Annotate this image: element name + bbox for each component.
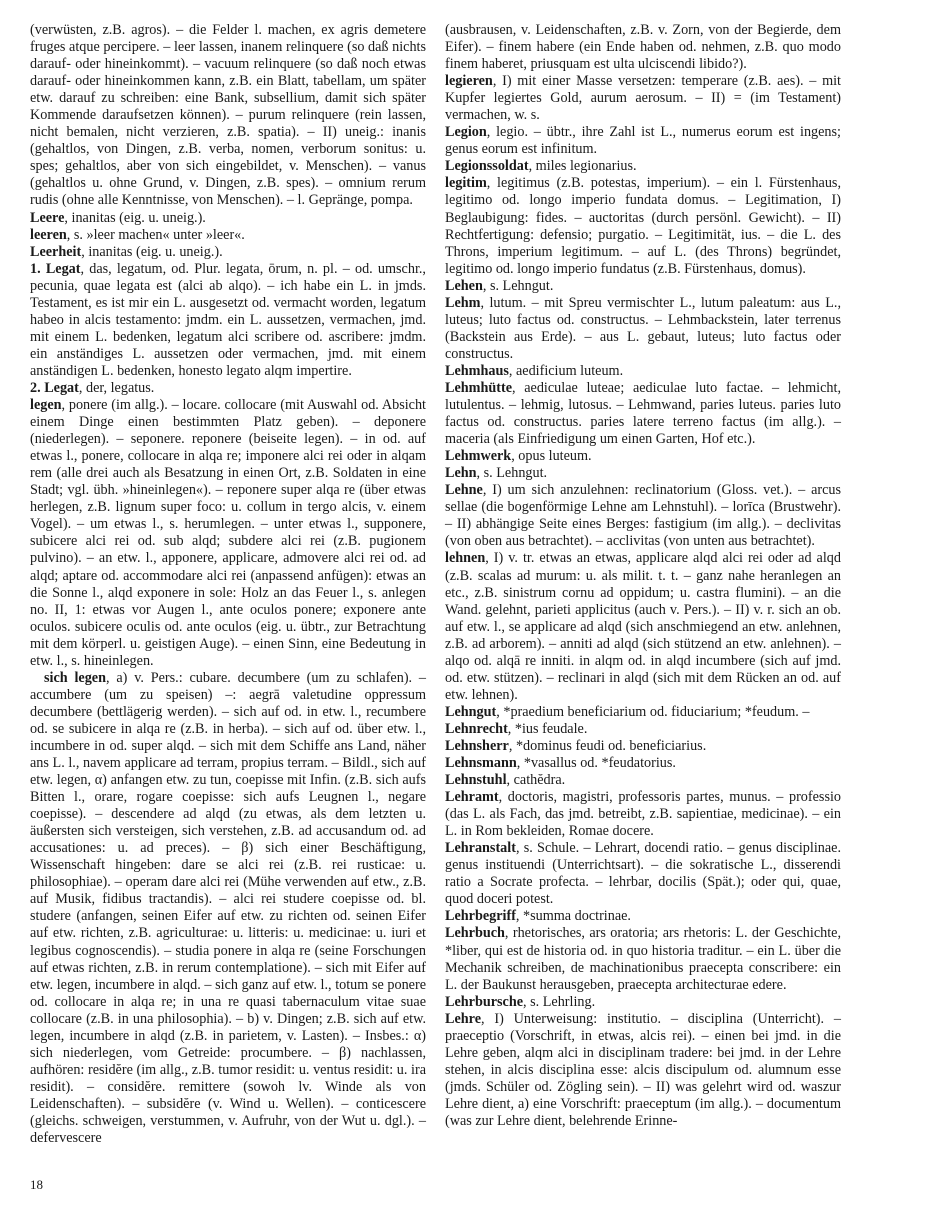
right-column	[445, 22, 841, 1130]
entry-text: , *vasallus od. *feudatorius.	[516, 755, 676, 772]
entry-legieren	[445, 73, 841, 124]
left-column	[30, 22, 426, 1147]
entry-text: , s. Lehngut.	[476, 465, 548, 482]
entry-text: (verwüsten, z.B. agros). – die Felder l. machen, ex agris demetere fruges atque percipere. – leer lassen, inanem relinquere (so daß nichts darauf- oder hineinkommt). – vacuum relinquere (so daß noch etwas darauf- oder hineinkommen kann, z.B. ein Blatt, tabellam, um später etw. darauf zu schreiben: eine Bank, subsellium, damit sich später Kommende daraufsetzen können). – purum relinquere (rein lassen, nicht bemalen, nicht verzieren, z.B. spatia). – II) uneig.: inanis (gehaltlos, von Dingen, z.B. verba, nomen, verborum sonitus: u. spes; gehaltlos, aber von sich eingebildet, v. Menschen). – vanus (gehaltlos u. ohne Grund, v. Dingen, z.B. spes). – omnium rerum rudis (ohne alle Kenntnisse, von Menschen). – l. Gepränge, pompa.	[30, 22, 426, 209]
entry-text: , legio. – übtr., ihre Zahl ist L., numerus eorum est ingens; genus eorum est infinitum.	[445, 124, 841, 158]
entry-text: , *ius feudale.	[507, 720, 588, 737]
entry-text: , I) um sich anzulehnen: reclinatorium (Gloss. vet.). – arcus sellae (die bogenförmige Lehne am Lehnstuhl). – lorīca (Brustwehr). – II) abhängige Seite eines Berges: fastigium (im allg.). – declivitas (von oben aus betrachtet). – acclivitas (von unten aus betrachtet).	[445, 482, 841, 550]
headword: Lehne	[445, 482, 483, 499]
headword: Leere	[30, 209, 65, 226]
entry-text: , aediculae luteae; aediculae luto factae. – lehmicht, lutulentus. – lehmig, lutosus. – Lehmwand, paries luteus. paries luto factus od. constructus. paries latere terreno factus (im allg.). – maceria (als Einfriedigung um einen Garten, Hof etc.).	[445, 379, 841, 448]
entry-text: , doctoris, magistri, professoris partes, munus. – professio (das L. als Fach, das jmd. betreibt, z.B. sapientiae, medicinae). – ein L. in Rom bekleiden, Romae docere.	[445, 789, 841, 840]
entry-lehmwerk	[445, 448, 841, 465]
headword: Lehmhütte	[445, 379, 512, 396]
headword: Lehm	[445, 294, 481, 311]
headword: Lehmhaus	[445, 362, 509, 379]
entry-continuation	[30, 22, 426, 210]
entry-lehrbuch	[445, 925, 841, 993]
headword: legieren	[445, 73, 493, 90]
entry-text: , I) mit einer Masse versetzen: temperare (z.B. aes). – mit Kupfer legiertes Gold, aurum aerosum. – II) = (im Testament) vermachen, w. s.	[445, 73, 841, 124]
entry-lehmhuette	[445, 380, 841, 448]
entry-text: , legitimus (z.B. potestas, imperium). – ein l. Fürstenhaus, legitimo od. longo imperio fundata domus. – Legitimation, I) Beglaubigung: fides. – auctoritas (durch persönl. Gewicht). – II) Rechtfertigung: defensio; purgatio. – Legitimität, ius. – die L. des Throns, imperium legitimum. – auf L. (des Throns) begründet, legitimo od. longo imperio fundatus (z.B. Fürstenhaus, domus).	[445, 175, 841, 277]
entry-text: , s. Lehrling.	[523, 993, 596, 1010]
page-number: 18	[30, 1177, 43, 1192]
entry-lehngut	[445, 704, 841, 721]
entry-text: , s. »leer machen« unter »leer«.	[66, 226, 245, 243]
headword: Lehrbursche	[445, 993, 524, 1010]
entry-lehnrecht	[445, 721, 841, 738]
headword: Lehnsherr	[445, 737, 509, 754]
entry-text: , s. Lehngut.	[482, 277, 554, 294]
entry-lehnsherr	[445, 738, 841, 755]
entry-text: , inanitas (eig. u. uneig.).	[81, 243, 223, 260]
entry-sich-legen	[30, 670, 426, 1147]
entry-text: , *summa doctrinae.	[515, 908, 631, 925]
entry-text: , s. Schule. – Lehrart, docendi ratio. – genus disciplinae. genus instituendi (Unterrichtsart). – die sokratische L., disserendi ratio a Socrate profecta. – lehrbar, docilis (Spät.); oder qui, quae, quod doceri potest.	[445, 840, 841, 908]
entry-lehne	[445, 482, 841, 550]
headword: Legion	[445, 124, 487, 141]
headword: Lehnrecht	[445, 720, 508, 737]
entry-leeren	[30, 227, 426, 244]
entry-lehre	[445, 1011, 841, 1130]
entry-legionssoldat	[445, 158, 841, 175]
headword: sich legen	[44, 669, 106, 686]
entry-lehrbegriff	[445, 908, 841, 925]
headword: Lehen	[445, 277, 483, 294]
entry-lehnen	[445, 550, 841, 703]
entry-text: , *praedium beneficiarium od. fiduciarium; *feudum. –	[496, 703, 810, 720]
headword: Lehn	[445, 465, 477, 482]
headword: 2. Legat	[30, 379, 79, 396]
headword: Lehramt	[445, 789, 499, 806]
entry-text: , a) v. Pers.: cubare. decumbere (um zu schlafen). – accumbere (um zu speisen) –: aegrā valetudine oppressum decumbere (bettlägerig werden). – sich auf od. in etw. l., recumbere od. se subicere in alqa re (z.B. in herba). – sich auf od. über etw. l., incumbere in od. super alqd. – sich mit dem Schiffe ans Land, näher ans L. l., navem applicare ad terram, propius terram. – Bildl., sich auf etw. legen, α) anfangen etw. zu tun, coepisse mit Infin. (z.B. sich aufs Bitten l., orare, rogare coepisse: sich aufs Leugnen l., negare coepisse). – descendere ad alqd (zu etwas, als dem letzten u. äußersten sich versteigen, sich verstehen, z.B. ad accusandum od. ad accusationes: u. ad preces). – β) sich einer Beschäftigung, Wissenschaft hingeben: dare se alci rei (z.B. rei rusticae: u. philosophiae). – operam dare alci rei (Mühe verwenden auf etw., z.B. auf Musik, fidibus tractandis). – alci rei studere coepisse od. bl. studere (anfangen, seinen Eifer auf etw. zu richten od. seinen Eifer auf etw. richten, z.B. agriculturae: u. litteris: u. medicinae: u. iuri et legibus cognoscendis). – studia ponere in alqa re (seine Forschungen auf etwas richten, z.B. in rerum contemplatione). – sich mit Eifer auf etw. legen, incumbere in alqd. – sich ganz auf etw. l., totum se ponere od. collocare in alqa re; in una re quasi tabernaculum vitae suae collocare (z.B. in una philosophia). – b) v. Dingen; z.B. sich auf etw. legen, incumbere in alqd (z.B. in parietem, v. Lasten). – Insbes.: α) sich niederlegen, vom Getreide: procumbere. – β) nachlassen, aufhören: residĕre (im allg., z.B. tumor residit: u. ventus residit: u. ira residit). – considĕre. remittere (sowoh lv. Winde als von Leidenschaften). – subsidĕre (v. Wind u. Wellen). – conticescere (gleichs. schweigen, verstummen, v. Aufruhr, von der Wut u. dgl.). – defervescere	[30, 669, 427, 1147]
entry-text: , ponere (im allg.). – locare. collocare (mit Auswahl od. Absicht einem Dinge einen bestimmten Platz geben). – deponere (niederlegen). – seponere. reponere (beiseite legen). – in od. auf etwas l., ponere, collocare in alqa re; imponere alci rei oder in alqam rem (alle drei auch als Besatzung in einen Ort, z.B. Soldaten in eine Stadt; vgl. übh. »hineinlegen«). – reponere super alqa re (über etwas herlegen, z.B. lignum super foco: u. collum in tergo alcis, v. einem Vogel). – um etwas l., s. herumlegen. – unter etwas l., supponere, subicere alci rei od. sub alqd; subdere alci rei (z.B. pugionem pulvino). – an etw. l., apponere, applicare, admovere alci rei od. ad alqd; aptare od. accommodare alci rei (anpassend anfügen): etwas an die Sonne l., alqd exponere in sole: Holz an das Feuer l., s. anlegen no. II, 1: etwas vor Augen l., ante oculos ponere; exponere ante oculos. subicere oculis od. ante oculos (eig. u. übtr., zur Betrachtung mit dem körperl. u. geistigen Auge). – einen Sinn, eine Bedeutung in etw. l., s. hineinlegen.	[30, 397, 426, 669]
headword: Lehranstalt	[445, 840, 516, 857]
entry-text: , *dominus feudi od. beneficiarius.	[508, 737, 707, 754]
entry-lehranstalt	[445, 840, 841, 908]
entry-text: (ausbrausen, v. Leidenschaften, z.B. v. Zorn, von der Begierde, dem Eifer). – finem habere (ein Ende haben od. nehmen, z.B. quo modo finem haberet, priusquam est ulta ulciscendi libido?).	[445, 22, 841, 73]
headword: Legionssoldat	[445, 158, 529, 175]
headword: 1. Legat	[30, 260, 81, 277]
entry-text: , lutum. – mit Spreu vermischter L., lutum paleatum: aus L., luteus; luto factus od. constructus. – Lehmbackstein, later terrenus (Backstein aus Erde). – aus L. gebaut, luteus; luto factus oder constructus.	[445, 294, 841, 362]
entry-legion	[445, 124, 841, 158]
entry-leerheit	[30, 244, 426, 261]
entry-legitim	[445, 175, 841, 277]
entry-text: , inanitas (eig. u. uneig.).	[64, 209, 206, 226]
entry-text: , das, legatum, od. Plur. legata, ōrum, n. pl. – od. umschr., pecunia, quae legata est (alci ab alqo). – ich habe ein L. in jmds. Testament, es ist mir ein L. ausgesetzt od. vermacht worden, legatum habeo in alcis testamento: jmdm. ein L. aussetzen, vermachen, jmd. mit einem L. bedenken, legatum alci scribere od. ascribere: jmdm. ein anständiges L. aussetzen oder vermachen, jmd. mit einem anständigen L. bedenken, honesto legato alqm impertire.	[30, 260, 426, 379]
headword: Lehrbuch	[445, 925, 505, 942]
headword: legen	[30, 397, 62, 414]
entry-leere	[30, 210, 426, 227]
entry-lehen	[445, 278, 841, 295]
headword: legitim	[445, 175, 487, 192]
entry-text: , der, legatus.	[78, 379, 155, 396]
entry-lehramt	[445, 789, 841, 840]
entry-text: , aedificium luteum.	[508, 362, 624, 379]
entry-text: , rhetorisches, ars oratoria; ars rhetoris: L. der Geschichte, *liber, qui est de historia od. in quo historia traditur. – ein L. über die Mechanik schreiben, de machinationibus praecepta conscribere: ein L. der Baukunst herausgeben, praecepta architecturae edere.	[445, 925, 841, 993]
entry-text: , cathĕdra.	[506, 772, 566, 789]
entry-lehnstuhl	[445, 772, 841, 789]
headword: Lehngut	[445, 703, 497, 720]
entry-lehnsmann	[445, 755, 841, 772]
entry-lehm	[445, 295, 841, 363]
entry-text: , I) v. tr. etwas an etwas, applicare alqd alci rei oder ad alqd (z.B. scalas ad murum: u. als milit. t. t. – ganz nahe heranlegen an etc., z.B. sinistrum cornu ad oppidum; u. castra flumini). – an die Wand. gelehnt, parieti applicitus (auch v. Pers.). – II) v. r. sich an ob. auf etw. l., se applicare ad alqd (sich anschmiegend an etw. anlehnen, z.B. ad arborem). – anniti ad alqd (sich stützend an etw. anlehnen). – alqo od. alqā re inniti. in alqm od. in alqd incumbere (sich auf jmd. od. etw. stützen). – reclinari in alqd (sich mit dem Rücken an od. auf etw. lehnen).	[445, 550, 841, 703]
entry-legat-2	[30, 380, 426, 397]
entry-text: , opus luteum.	[511, 448, 592, 465]
entry-lehmhaus	[445, 363, 841, 380]
headword: Lehnsmann	[445, 755, 517, 772]
entry-continuation	[445, 22, 841, 73]
headword: Leerheit	[30, 243, 82, 260]
entry-lehn	[445, 465, 841, 482]
headword: Lehmwerk	[445, 448, 512, 465]
entry-text: , I) Unterweisung: institutio. – disciplina (Unterricht). – praeceptio (Vorschrift, in etwas, alcis rei). – einen bei jmd. in die Lehre geben, alqm alci in disciplinam tradere: bei jmd. in der Lehre stehen, in alcis disciplina esse: alcis discipulum od. alumnum esse (jmds. Schüler od. Zögling sein). – II) was gelehrt wird od. waszur Lehre dient, a) eine Vorschrift: praeceptum (im allg.). – documentum (was zur Lehre dient, belehrende Erinne-	[445, 1010, 841, 1129]
entry-legat-1	[30, 261, 426, 380]
headword: Lehre	[445, 1010, 481, 1027]
entry-lehrbursche	[445, 994, 841, 1011]
headword: leeren	[30, 226, 67, 243]
entry-legen	[30, 397, 426, 670]
headword: Lehrbegriff	[445, 908, 516, 925]
headword: Lehnstuhl	[445, 772, 507, 789]
headword: lehnen	[445, 550, 486, 567]
entry-text: , miles legionarius.	[528, 158, 637, 175]
